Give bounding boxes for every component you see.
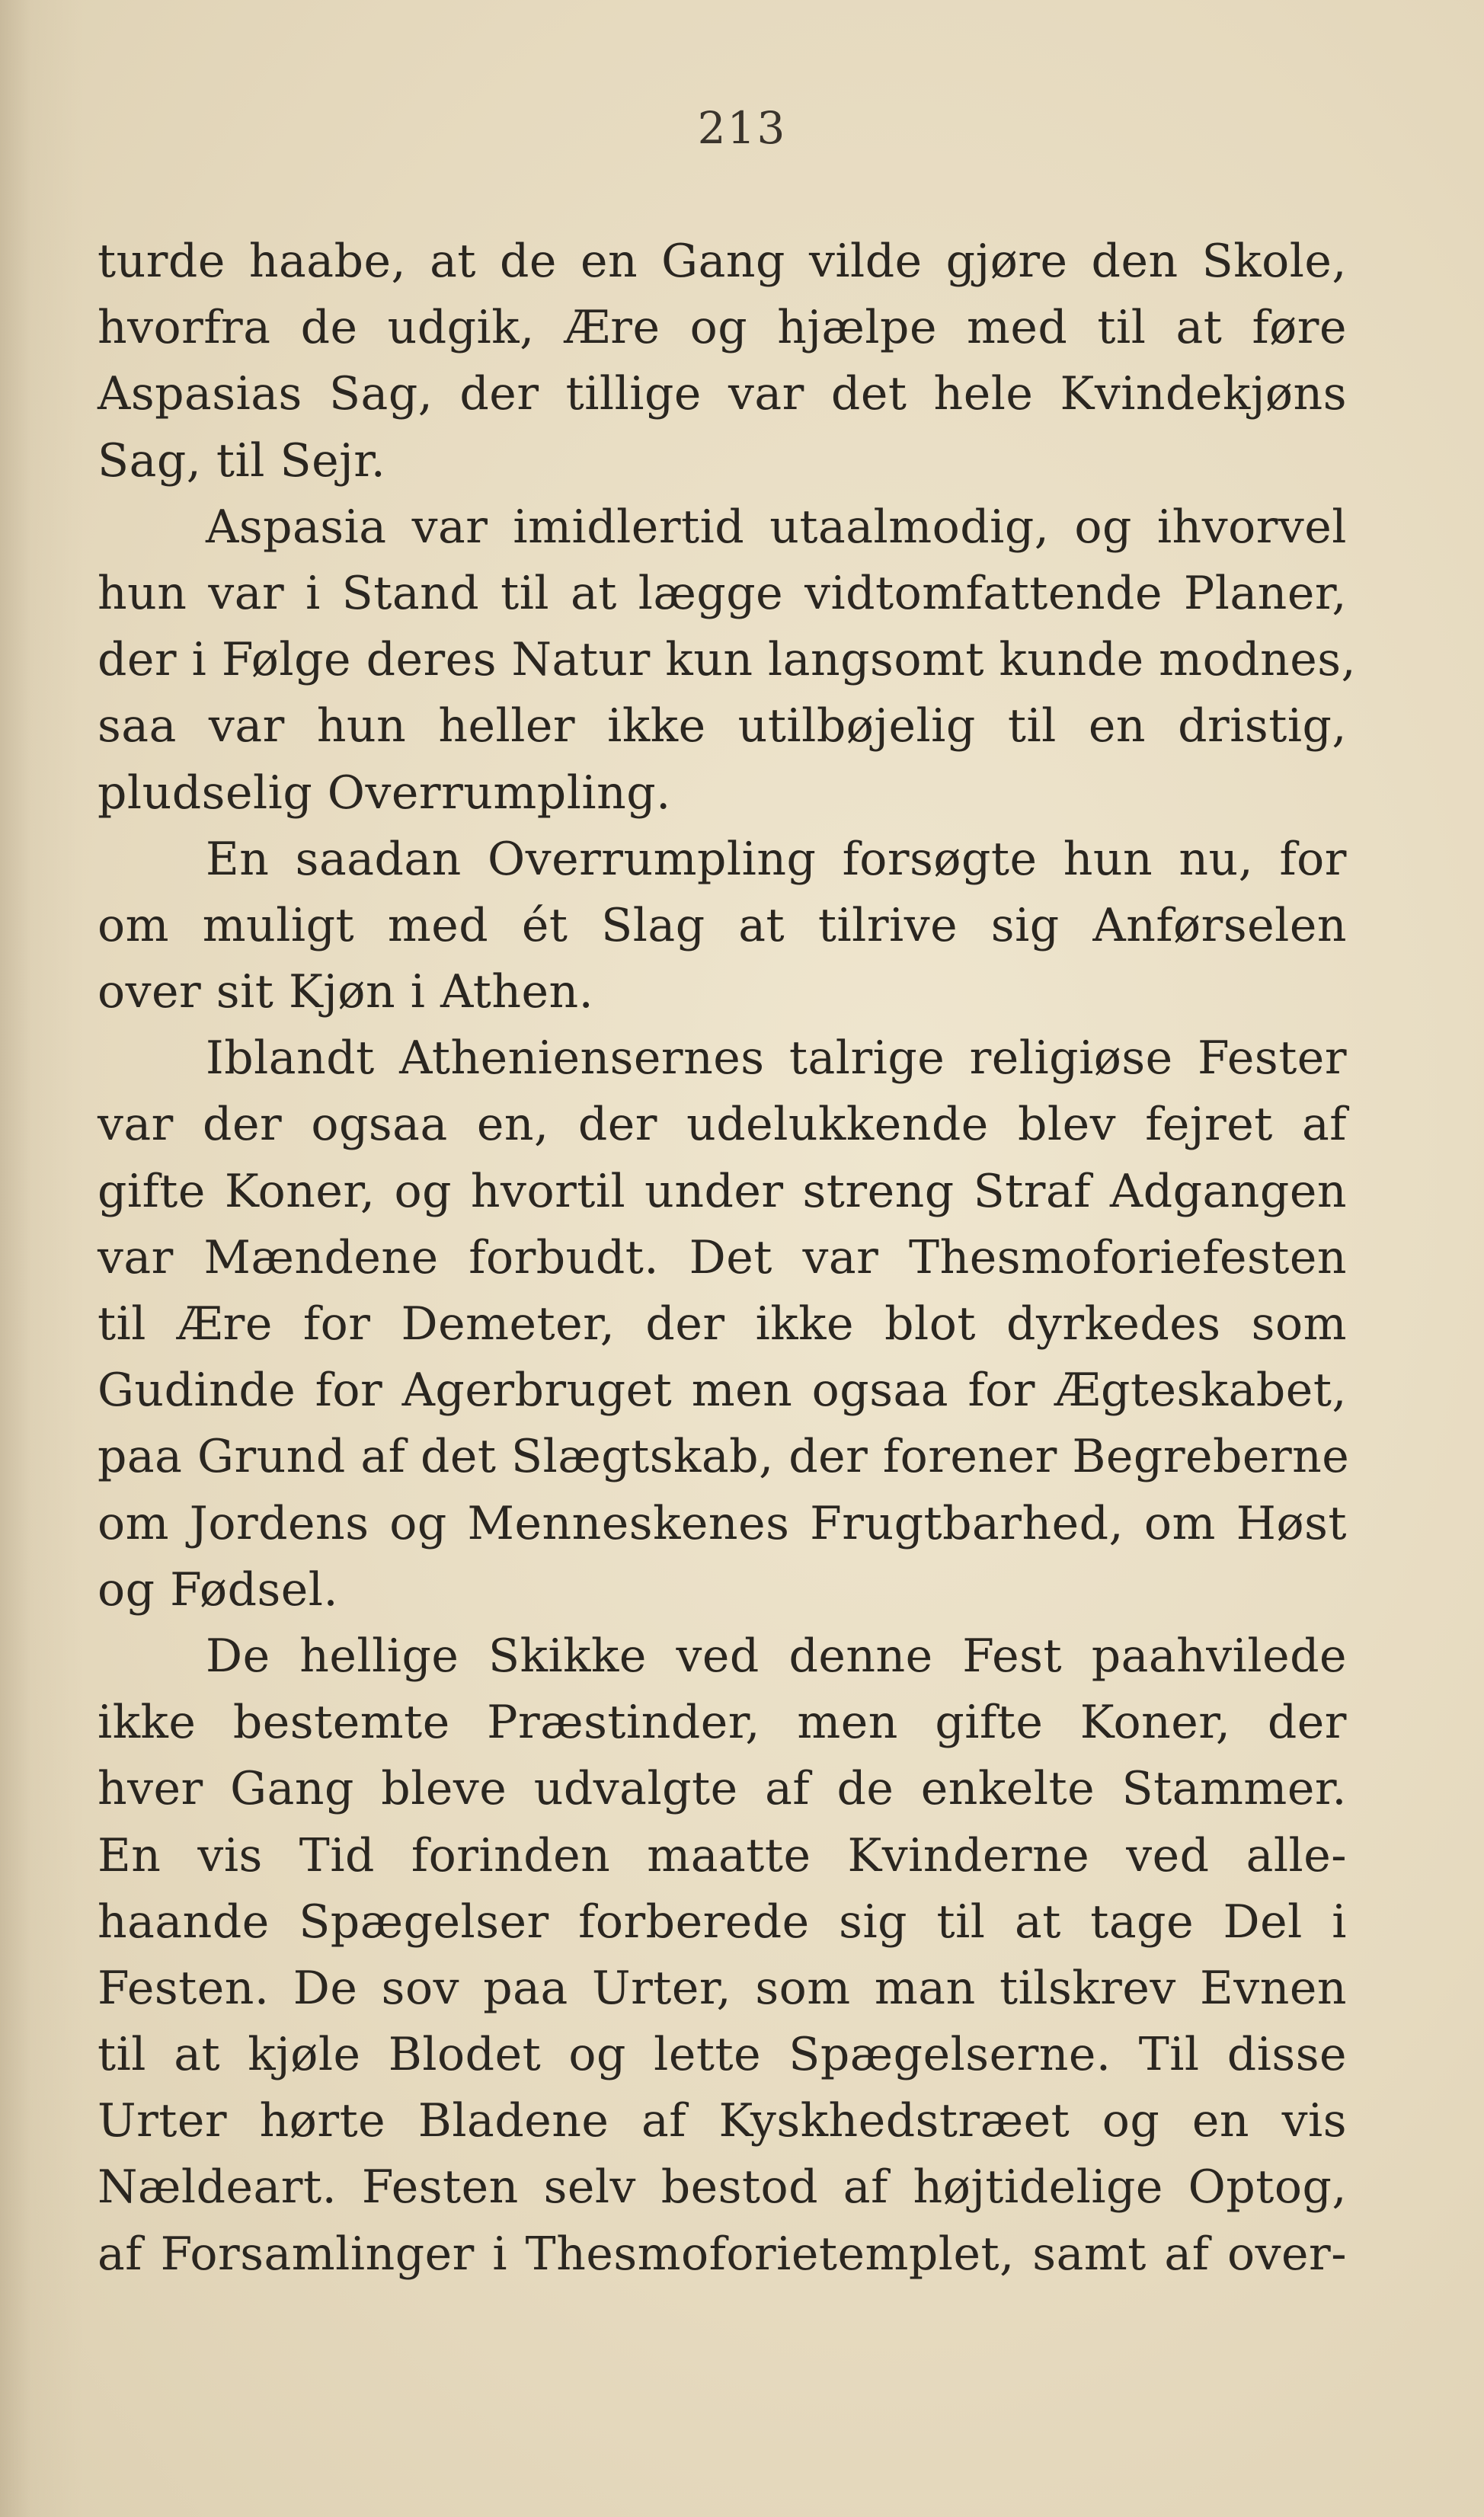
text-line: hvorfra de udgik, Ære og hjælpe med til at føre [98, 301, 1347, 355]
text-line: om Jordens og Menneskenes Frugtbarhed, om Høst [98, 1496, 1347, 1550]
text-line: var Mændene forbudt. Det var Thesmoforiefesten [98, 1230, 1347, 1284]
text-line: hun var i Stand til at lægge vidtomfattende Planer, [98, 566, 1347, 620]
text-line: Festen. De sov paa Urter, som man tilskrev Evnen [98, 1961, 1347, 2015]
body-text [98, 229, 1357, 2288]
text-line: til at kjøle Blodet og lette Spægelserne. Til disse [98, 2028, 1347, 2082]
text-line: Sag, til Sejr. [98, 433, 386, 488]
text-line: paa Grund af det Slægtskab, der forener Begreberne [98, 1430, 1350, 1484]
text-line: til Ære for Demeter, der ikke blot dyrkedes som [98, 1297, 1347, 1351]
page-number: 213 [697, 102, 787, 154]
text-line: En vis Tid forinden maatte Kvinderne ved alle- [98, 1828, 1347, 1882]
text-line: over sit Kjøn i Athen. [98, 965, 594, 1019]
paragraph-first-line: De hellige Skikke ved denne Fest paahvilede [206, 1629, 1347, 1683]
text-line: der i Følge deres Natur kun langsomt kunde modnes, [98, 633, 1357, 687]
text-line: gifte Koner, og hvortil under streng Straf Adgangen [98, 1164, 1347, 1218]
text-line: haande Spægelser forberede sig til at tage Del i [98, 1895, 1347, 1949]
paragraph-first-line: En saadan Overrumpling forsøgte hun nu, for [206, 832, 1347, 886]
text-line: ikke bestemte Præstinder, men gifte Koner, der [98, 1696, 1347, 1750]
text-line: var der ogsaa en, der udelukkende blev fejret af [98, 1098, 1347, 1152]
text-line: Nældeart. Festen selv bestod af højtidelige Optog, [98, 2160, 1347, 2215]
text-line: og Fødsel. [98, 1562, 339, 1617]
text-line: af Forsamlinger i Thesmoforietemplet, samt af over- [98, 2227, 1347, 2281]
text-line: pludselig Overrumpling. [98, 766, 671, 820]
text-line: Gudinde for Agerbruget men ogsaa for Ægteskabet, [98, 1364, 1347, 1418]
paragraph-first-line: Iblandt Atheniensernes talrige religiøse Fester [206, 1031, 1347, 1086]
text-line: om muligt med ét Slag at tilrive sig Anførselen [98, 898, 1347, 952]
text-line: saa var hun heller ikke utilbøjelig til en dristig, [98, 699, 1347, 753]
text-line: turde haabe, at de en Gang vilde gjøre den Skole, [98, 235, 1347, 288]
text-line: Aspasias Sag, der tillige var det hele Kvindekjøns [98, 367, 1347, 421]
paragraph-first-line: Aspasia var imidlertid utaalmodig, og ihvorvel [206, 500, 1347, 554]
text-line: hver Gang bleve udvalgte af de enkelte Stammer. [98, 1762, 1347, 1816]
text-line: Urter hørte Bladene af Kyskhedstræet og en vis [98, 2094, 1347, 2148]
